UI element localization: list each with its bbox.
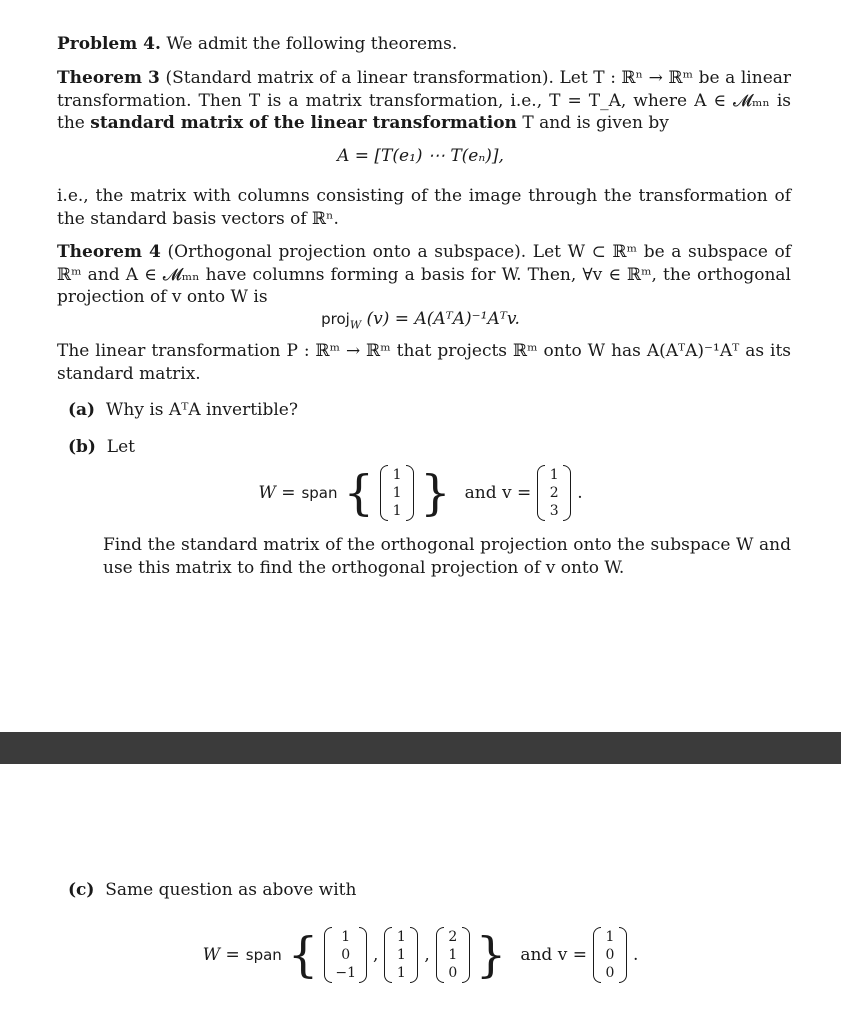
- part-b-period: .: [577, 483, 583, 503]
- part-c-w-vector-2: [384, 927, 418, 983]
- part-c-and-v: and v =: [520, 945, 587, 965]
- right-paren-icon: [406, 465, 414, 521]
- vector-entry: 1: [392, 503, 402, 519]
- theorem3-after: i.e., the matrix with columns consisting of the image through the transformation of the standard basis vectors of ℝⁿ.: [57, 186, 791, 229]
- problem-intro: [57, 33, 791, 56]
- theorem4-paragraph: [57, 241, 791, 309]
- part-c-w-vector-1: [324, 927, 367, 983]
- page-divider: [0, 732, 841, 764]
- left-brace-icon: {: [343, 465, 375, 521]
- theorem3-text1: Let T : ℝⁿ → ℝᵐ be a linear transformation. Then T is a matrix transformation, i.e., T = T_A, where A ∈ 𝓜ₘₙ is the: [57, 68, 792, 133]
- proj-operator: proj: [321, 310, 350, 328]
- right-paren-icon: [410, 927, 418, 983]
- right-brace-icon: }: [420, 465, 451, 521]
- vector-separator: ,: [372, 945, 379, 965]
- vector-entry: 1: [605, 929, 615, 945]
- theorem3-text2: T and is given by: [522, 113, 669, 133]
- part-a-text: Why is AᵀA invertible?: [105, 400, 298, 420]
- part-c: [68, 880, 356, 900]
- proj-subscript: W: [349, 318, 362, 332]
- theorem3-paragraph: [57, 67, 791, 135]
- left-brace-icon: {: [287, 927, 319, 983]
- part-c-w-vector-3: [436, 927, 470, 983]
- part-b-task: Find the standard matrix of the orthogonal projection onto the subspace W and use this matrix to find the orthogonal projection of v onto W.: [103, 535, 791, 578]
- vector-entry: 1: [396, 965, 406, 981]
- part-c-v-vector: [593, 927, 627, 983]
- theorem4-name: Theorem 4: [57, 242, 161, 262]
- part-c-equation: [0, 920, 841, 990]
- vector-entry: 1: [341, 929, 351, 945]
- vector-entry: 1: [392, 485, 402, 501]
- part-a-label: (a): [68, 400, 96, 420]
- left-paren-icon: [384, 927, 392, 983]
- right-paren-icon: [563, 465, 571, 521]
- part-c-span-word: span: [245, 946, 282, 964]
- part-b-equation: [0, 460, 841, 526]
- theorem3-title: (Standard matrix of a linear transformation).: [165, 68, 554, 88]
- part-b-v-vector: [537, 465, 571, 521]
- part-b-text: Let: [106, 437, 135, 457]
- theorem4-text1: Let W ⊂ ℝᵐ be a subspace of ℝᵐ and A ∈ 𝓜ₘₙ have columns forming a basis for W. Then, ∀v ∈ ℝᵐ, the orthogonal projection of v onto W is: [57, 242, 792, 307]
- right-brace-icon: }: [475, 927, 507, 983]
- left-paren-icon: [537, 465, 545, 521]
- theorem3-name: Theorem 3: [57, 68, 160, 88]
- vector-entry: 1: [448, 947, 458, 963]
- theorem4-after: The linear transformation P : ℝᵐ → ℝᵐ that projects ℝᵐ onto W has A(AᵀA)⁻¹Aᵀ as its standard matrix.: [57, 341, 791, 384]
- part-b-label: (b): [68, 437, 96, 457]
- left-paren-icon: [436, 927, 444, 983]
- right-paren-icon: [462, 927, 470, 983]
- vector-entry: 0: [448, 965, 458, 981]
- vector-entry: 0: [605, 965, 615, 981]
- theorem4-formula: [0, 309, 841, 332]
- vector-entry: 3: [549, 503, 559, 519]
- vector-entry: −1: [335, 965, 356, 981]
- part-b-w-vector: [380, 465, 414, 521]
- part-c-label: (c): [68, 880, 95, 900]
- theorem3-formula: A = [T(e₁) ⋯ T(eₙ)],: [337, 146, 504, 166]
- vector-entry: 1: [396, 947, 406, 963]
- vector-entry: 0: [341, 947, 351, 963]
- vector-entry: 2: [448, 929, 458, 945]
- left-paren-icon: [380, 465, 388, 521]
- part-c-period: .: [632, 945, 639, 965]
- vector-entry: 1: [396, 929, 406, 945]
- left-paren-icon: [324, 927, 332, 983]
- theorem3-bold-phrase: standard matrix of the linear transformation: [90, 113, 517, 133]
- part-b-w-label: W =: [258, 483, 296, 503]
- part-b: [68, 437, 135, 457]
- part-b-span-word: span: [301, 484, 338, 502]
- right-paren-icon: [619, 927, 627, 983]
- part-a: [68, 400, 298, 420]
- part-c-w-label: W =: [202, 945, 240, 965]
- problem-intro-text: We admit the following theorems.: [166, 34, 458, 54]
- vector-separator: ,: [424, 945, 430, 965]
- proj-rhs: (v) = A(AᵀA)⁻¹Aᵀv.: [366, 309, 520, 329]
- vector-entry: 0: [605, 947, 615, 963]
- part-c-text: Same question as above with: [105, 880, 357, 900]
- part-b-and-v: and v =: [464, 483, 532, 503]
- left-paren-icon: [593, 927, 601, 983]
- vector-entry: 1: [549, 467, 559, 483]
- theorem4-title: (Orthogonal projection onto a subspace).: [167, 242, 527, 262]
- vector-entry: 1: [392, 467, 402, 483]
- problem-heading: Problem 4.: [57, 34, 161, 54]
- vector-entry: 2: [549, 485, 559, 501]
- right-paren-icon: [359, 927, 367, 983]
